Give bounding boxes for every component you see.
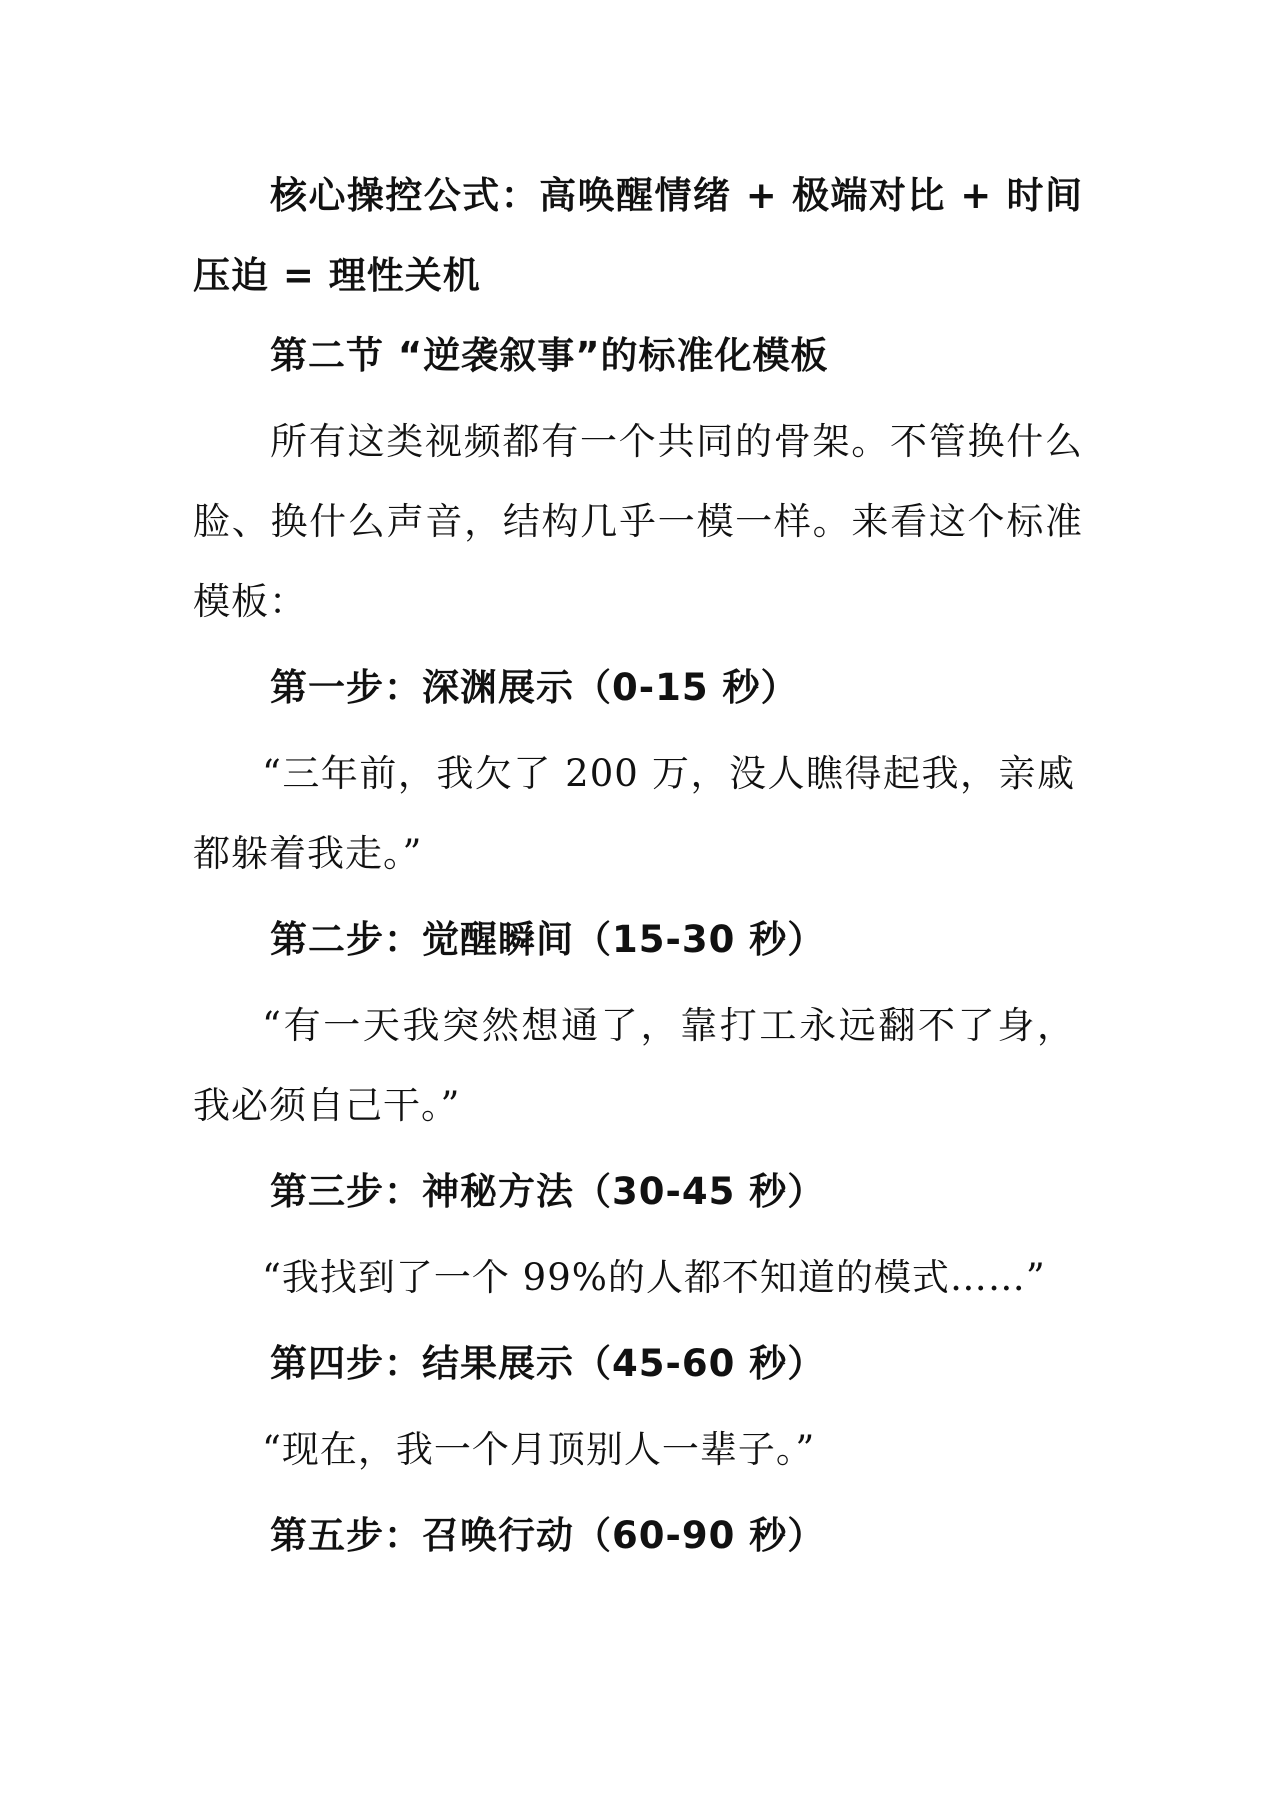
step-4-heading: 第四步：结果展示（45-60 秒） [270, 1342, 826, 1385]
step-2-quote-line-2: 我必须自己干。” [193, 1084, 461, 1127]
section-heading: 第二节 “逆袭叙事”的标准化模板 [270, 334, 829, 377]
intro-line-3: 模板： [193, 580, 307, 623]
step-3-quote-line-1: “我找到了一个 99%的人都不知道的模式……” [262, 1256, 1046, 1299]
step-2-heading: 第二步：觉醒瞬间（15-30 秒） [270, 918, 826, 961]
formula-line-1: 核心操控公式：高唤醒情绪 + 极端对比 + 时间 [270, 174, 1083, 217]
step-2-quote-line-1: “有一天我突然想通了，靠打工永远翻不了身， [262, 1004, 1075, 1047]
step-3-heading: 第三步：神秘方法（30-45 秒） [270, 1170, 826, 1213]
step-1-heading: 第一步：深渊展示（0-15 秒） [270, 666, 799, 709]
step-4-quote-line-1: “现在，我一个月顶别人一辈子。” [262, 1428, 816, 1471]
step-1-quote-line-1: “三年前，我欠了 200 万，没人瞧得起我，亲戚 [262, 752, 1075, 795]
step-5-heading: 第五步：召唤行动（60-90 秒） [270, 1514, 826, 1557]
formula-line-2: 压迫 = 理性关机 [193, 254, 481, 297]
intro-line-2: 脸、换什么声音，结构几乎一模一样。来看这个标准 [193, 500, 1083, 543]
step-1-quote-line-2: 都躲着我走。” [193, 832, 423, 875]
intro-line-1: 所有这类视频都有一个共同的骨架。不管换什么 [270, 420, 1083, 463]
